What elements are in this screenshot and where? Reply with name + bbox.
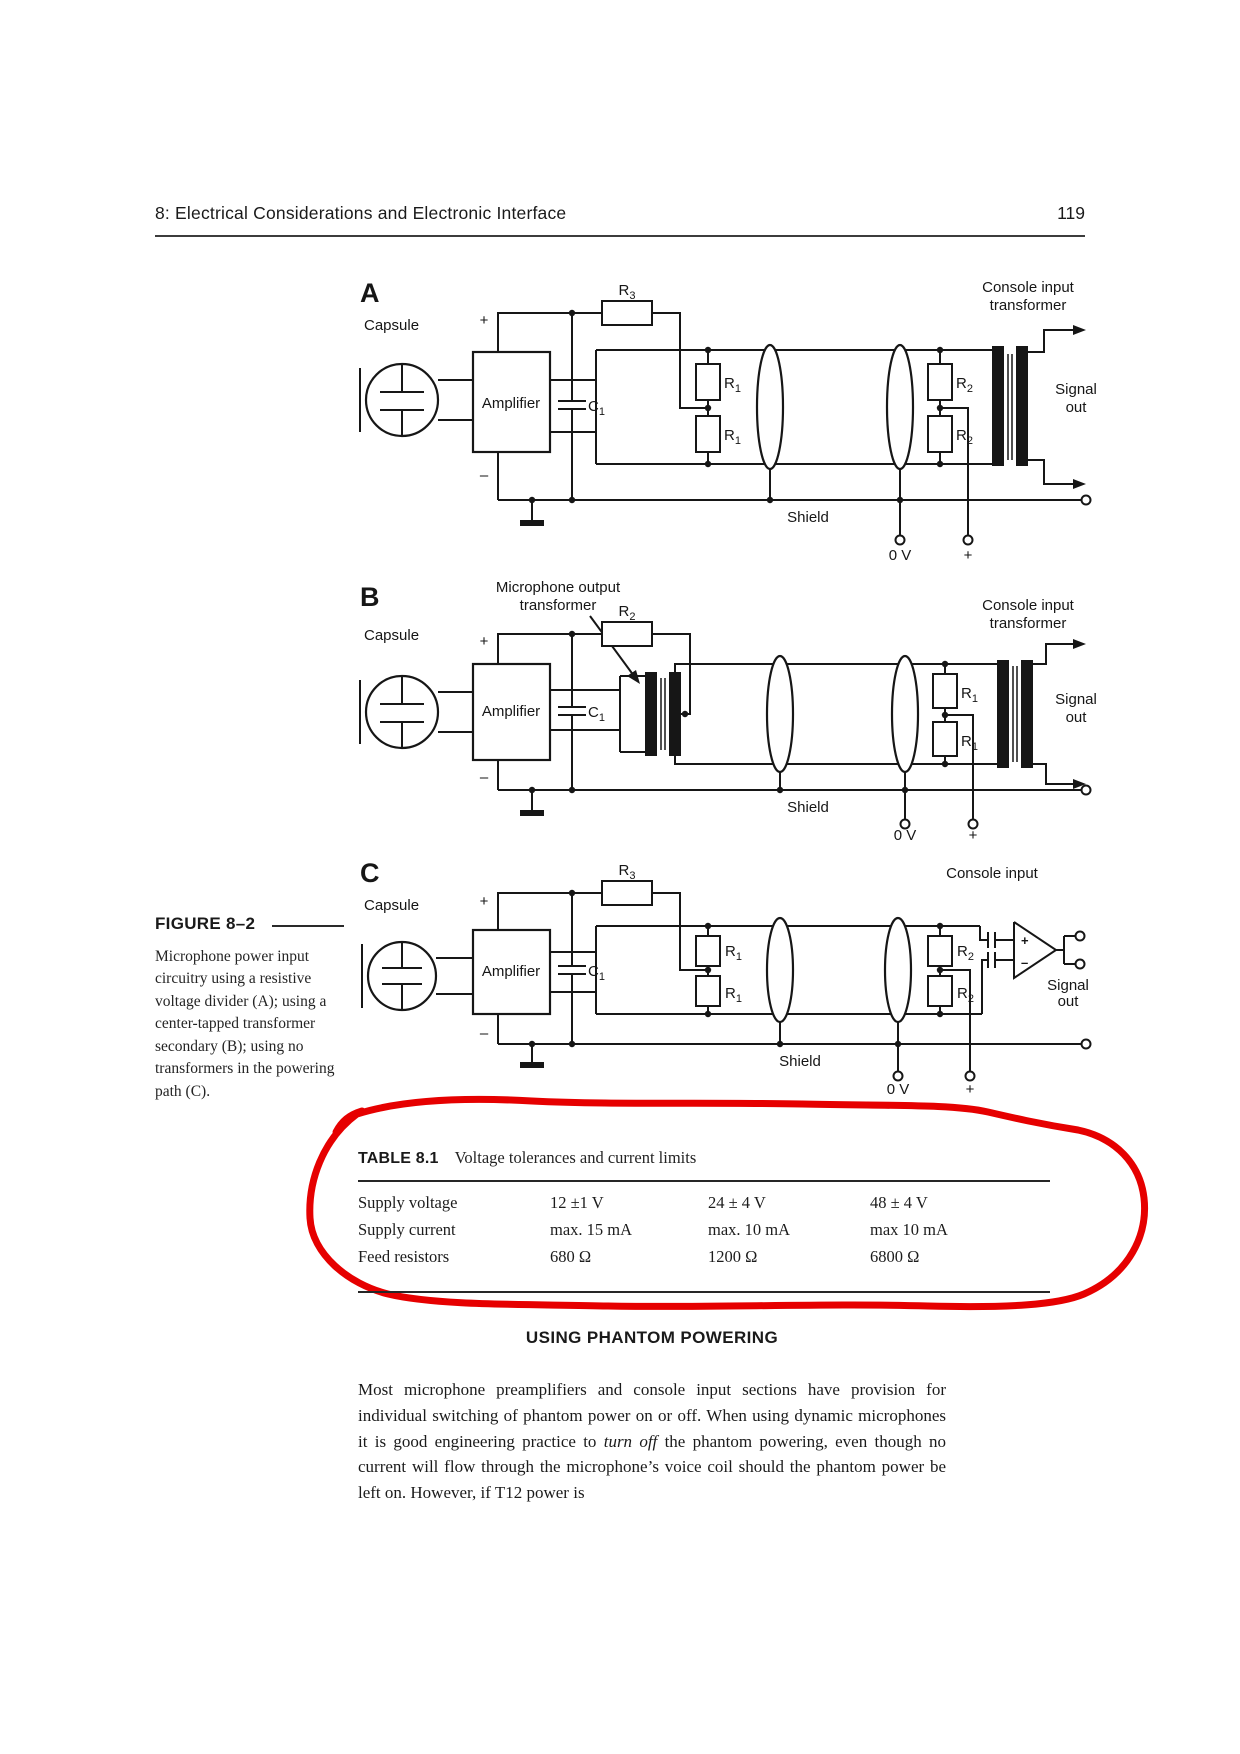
shield-label: Shield: [779, 1053, 821, 1070]
ground-icon: [520, 1062, 544, 1068]
figure-label: FIGURE 8–2: [155, 914, 256, 933]
console-label: Console input: [982, 279, 1074, 296]
mic-transformer-icon: [645, 672, 681, 756]
resistor-r1-bottom: [696, 416, 720, 452]
amplifier-label: Amplifier: [481, 963, 541, 980]
r2-label: $R_2$: [956, 375, 973, 395]
r1-label: $R_1$: [961, 685, 978, 705]
resistor-r1-top: [696, 936, 720, 966]
ground-icon: [520, 520, 544, 526]
plus-terminal-label: +: [965, 1081, 975, 1098]
signal-out-label: Signal: [1055, 691, 1097, 708]
zero-volt-label: 0 V: [893, 827, 917, 842]
svg-text:–: –: [1021, 955, 1029, 970]
table-cell: 12 ±1 V: [550, 1193, 604, 1212]
table-cell: max 10 mA: [870, 1220, 948, 1239]
resistor-r2: [602, 622, 652, 646]
plus-terminal-label: +: [963, 547, 973, 564]
cable-opening: [767, 918, 793, 1022]
paragraph-text: the phantom powering, even though no current will flow through the microphone’s voice coil should the phantom power be left on. However, if T12 power is: [358, 1431, 947, 1503]
plus-terminal: [964, 536, 973, 545]
table-cell: 48 ± 4 V: [870, 1193, 928, 1212]
resistor-r2-top: [928, 364, 952, 400]
section-heading: USING PHANTOM POWERING: [525, 1328, 779, 1347]
r3-label: $R_3$: [618, 862, 636, 882]
signal-out-label-2: out: [1065, 399, 1087, 416]
c1-label: $C_1$: [588, 963, 605, 983]
r2-label: $R_2$: [957, 985, 974, 1005]
r2-label: $R_2$: [618, 603, 636, 623]
capsule-icon: [360, 364, 438, 436]
signal-out-label: Signal: [1055, 381, 1097, 398]
table-cell: 24 ± 4 V: [708, 1193, 766, 1212]
r2-label: $R_2$: [957, 943, 974, 963]
plus-label: +: [479, 633, 489, 650]
panel-label: B: [360, 582, 380, 612]
minus-label: –: [479, 467, 489, 484]
table-cell: 680 Ω: [550, 1247, 592, 1266]
page-number: 119: [1057, 203, 1085, 223]
table-row-header: Supply voltage: [358, 1193, 458, 1212]
figure-label-rule: [272, 925, 344, 927]
paragraph-text: Most microphone preamplifiers and console input sections have provision for individual switching of phantom power on or off. When using dynamic microphones it is good engineering practice to: [358, 1380, 946, 1451]
table-row-header: Feed resistors: [358, 1247, 450, 1266]
resistor-r1-bottom: [696, 976, 720, 1006]
mic-transformer-label-2: transformer: [519, 597, 597, 614]
c1-label: $C_1$: [588, 398, 605, 418]
panel-label: C: [360, 858, 380, 888]
table-cell: max. 15 mA: [550, 1220, 633, 1239]
console-label-2: transformer: [989, 615, 1067, 632]
resistor-r3: [602, 881, 652, 905]
signal-out-label-2: out: [1057, 993, 1079, 1010]
body-paragraph: [358, 1377, 946, 1506]
plus-label: +: [479, 893, 489, 910]
capsule-label: Capsule: [364, 317, 420, 334]
shield-terminal: [1082, 1040, 1091, 1049]
plus-label: +: [479, 312, 489, 329]
console-label: Console input: [946, 865, 1038, 882]
r1-label: $R_1$: [725, 985, 742, 1005]
plus-terminal: [966, 1072, 975, 1081]
table-title-row: [358, 1148, 1050, 1168]
cable-opening: [767, 656, 793, 772]
table-row-header: Supply current: [358, 1220, 456, 1239]
shield-label: Shield: [787, 799, 829, 816]
resistor-r1-bottom: [933, 722, 957, 756]
minus-label: –: [479, 769, 489, 786]
cable-opening: [892, 656, 918, 772]
zero-volt-label: 0 V: [888, 547, 912, 564]
mic-transformer-label: Microphone output: [495, 579, 621, 596]
c1-label: $C_1$: [588, 704, 605, 724]
table-cell: 6800 Ω: [870, 1247, 920, 1266]
circuit-diagram-a: [340, 268, 1100, 568]
table-cell: max. 10 mA: [708, 1220, 791, 1239]
r3-label: $R_3$: [618, 282, 636, 302]
circuit-diagram-b: [340, 572, 1100, 842]
resistor-r2-top: [928, 936, 952, 966]
resistor-r3: [602, 301, 652, 325]
signal-out-label-2: out: [1065, 709, 1087, 726]
table-bottom-rule: [358, 1291, 1050, 1293]
signal-out-terminal: [1076, 960, 1085, 969]
r1-label: $R_1$: [724, 375, 741, 395]
r1-label: $R_1$: [961, 733, 978, 753]
capsule-label: Capsule: [364, 897, 420, 914]
table-label: TABLE 8.1: [358, 1150, 439, 1167]
amplifier-label: Amplifier: [481, 395, 541, 412]
shield-terminal: [1082, 496, 1091, 505]
console-label: Console input: [982, 597, 1074, 614]
resistor-r1-top: [933, 674, 957, 708]
header-rule: [155, 235, 1085, 237]
table-cell: 1200 Ω: [708, 1247, 758, 1266]
r1-label: $R_1$: [725, 943, 742, 963]
console-label-2: transformer: [989, 297, 1067, 314]
capsule-icon: [360, 676, 438, 748]
resistor-r2-bottom: [928, 416, 952, 452]
capsule-icon: [362, 942, 436, 1010]
zero-volt-terminal: [894, 1072, 903, 1081]
zero-volt-terminal: [896, 536, 905, 545]
cable-opening: [885, 918, 911, 1022]
table-8-1: [358, 1148, 1050, 1293]
figure-caption: [155, 914, 351, 1103]
table-body: [358, 1182, 1050, 1279]
resistor-r1-top: [696, 364, 720, 400]
cable-opening: [757, 345, 783, 469]
r1-label: $R_1$: [724, 427, 741, 447]
plus-terminal-label: +: [968, 827, 978, 842]
paragraph-italic: turn off: [603, 1431, 658, 1451]
capsule-label: Capsule: [364, 627, 420, 644]
running-header: 8: Electrical Considerations and Electronic Interface: [155, 203, 567, 223]
r2-label: $R_2$: [956, 427, 973, 447]
figure-caption-text: Microphone power input circuitry using a resistive voltage divider (A); using a center-tapped transformer secondary (B); using no transformers in the powering path (C).: [155, 948, 335, 1100]
signal-out-label: Signal: [1047, 977, 1089, 994]
panel-label: A: [360, 278, 380, 308]
amplifier-label: Amplifier: [481, 703, 541, 720]
signal-out-terminal: [1076, 932, 1085, 941]
shield-terminal: [1082, 786, 1091, 795]
zero-volt-label: 0 V: [886, 1081, 910, 1098]
minus-label: –: [479, 1025, 489, 1042]
cable-opening: [887, 345, 913, 469]
opamp-icon: [1014, 922, 1056, 978]
ground-icon: [520, 810, 544, 816]
circuit-diagram-c: [340, 848, 1100, 1098]
svg-text:+: +: [1021, 933, 1029, 948]
resistor-r2-bottom: [928, 976, 952, 1006]
table-caption: Voltage tolerances and current limits: [454, 1148, 697, 1167]
shield-label: Shield: [787, 509, 829, 526]
